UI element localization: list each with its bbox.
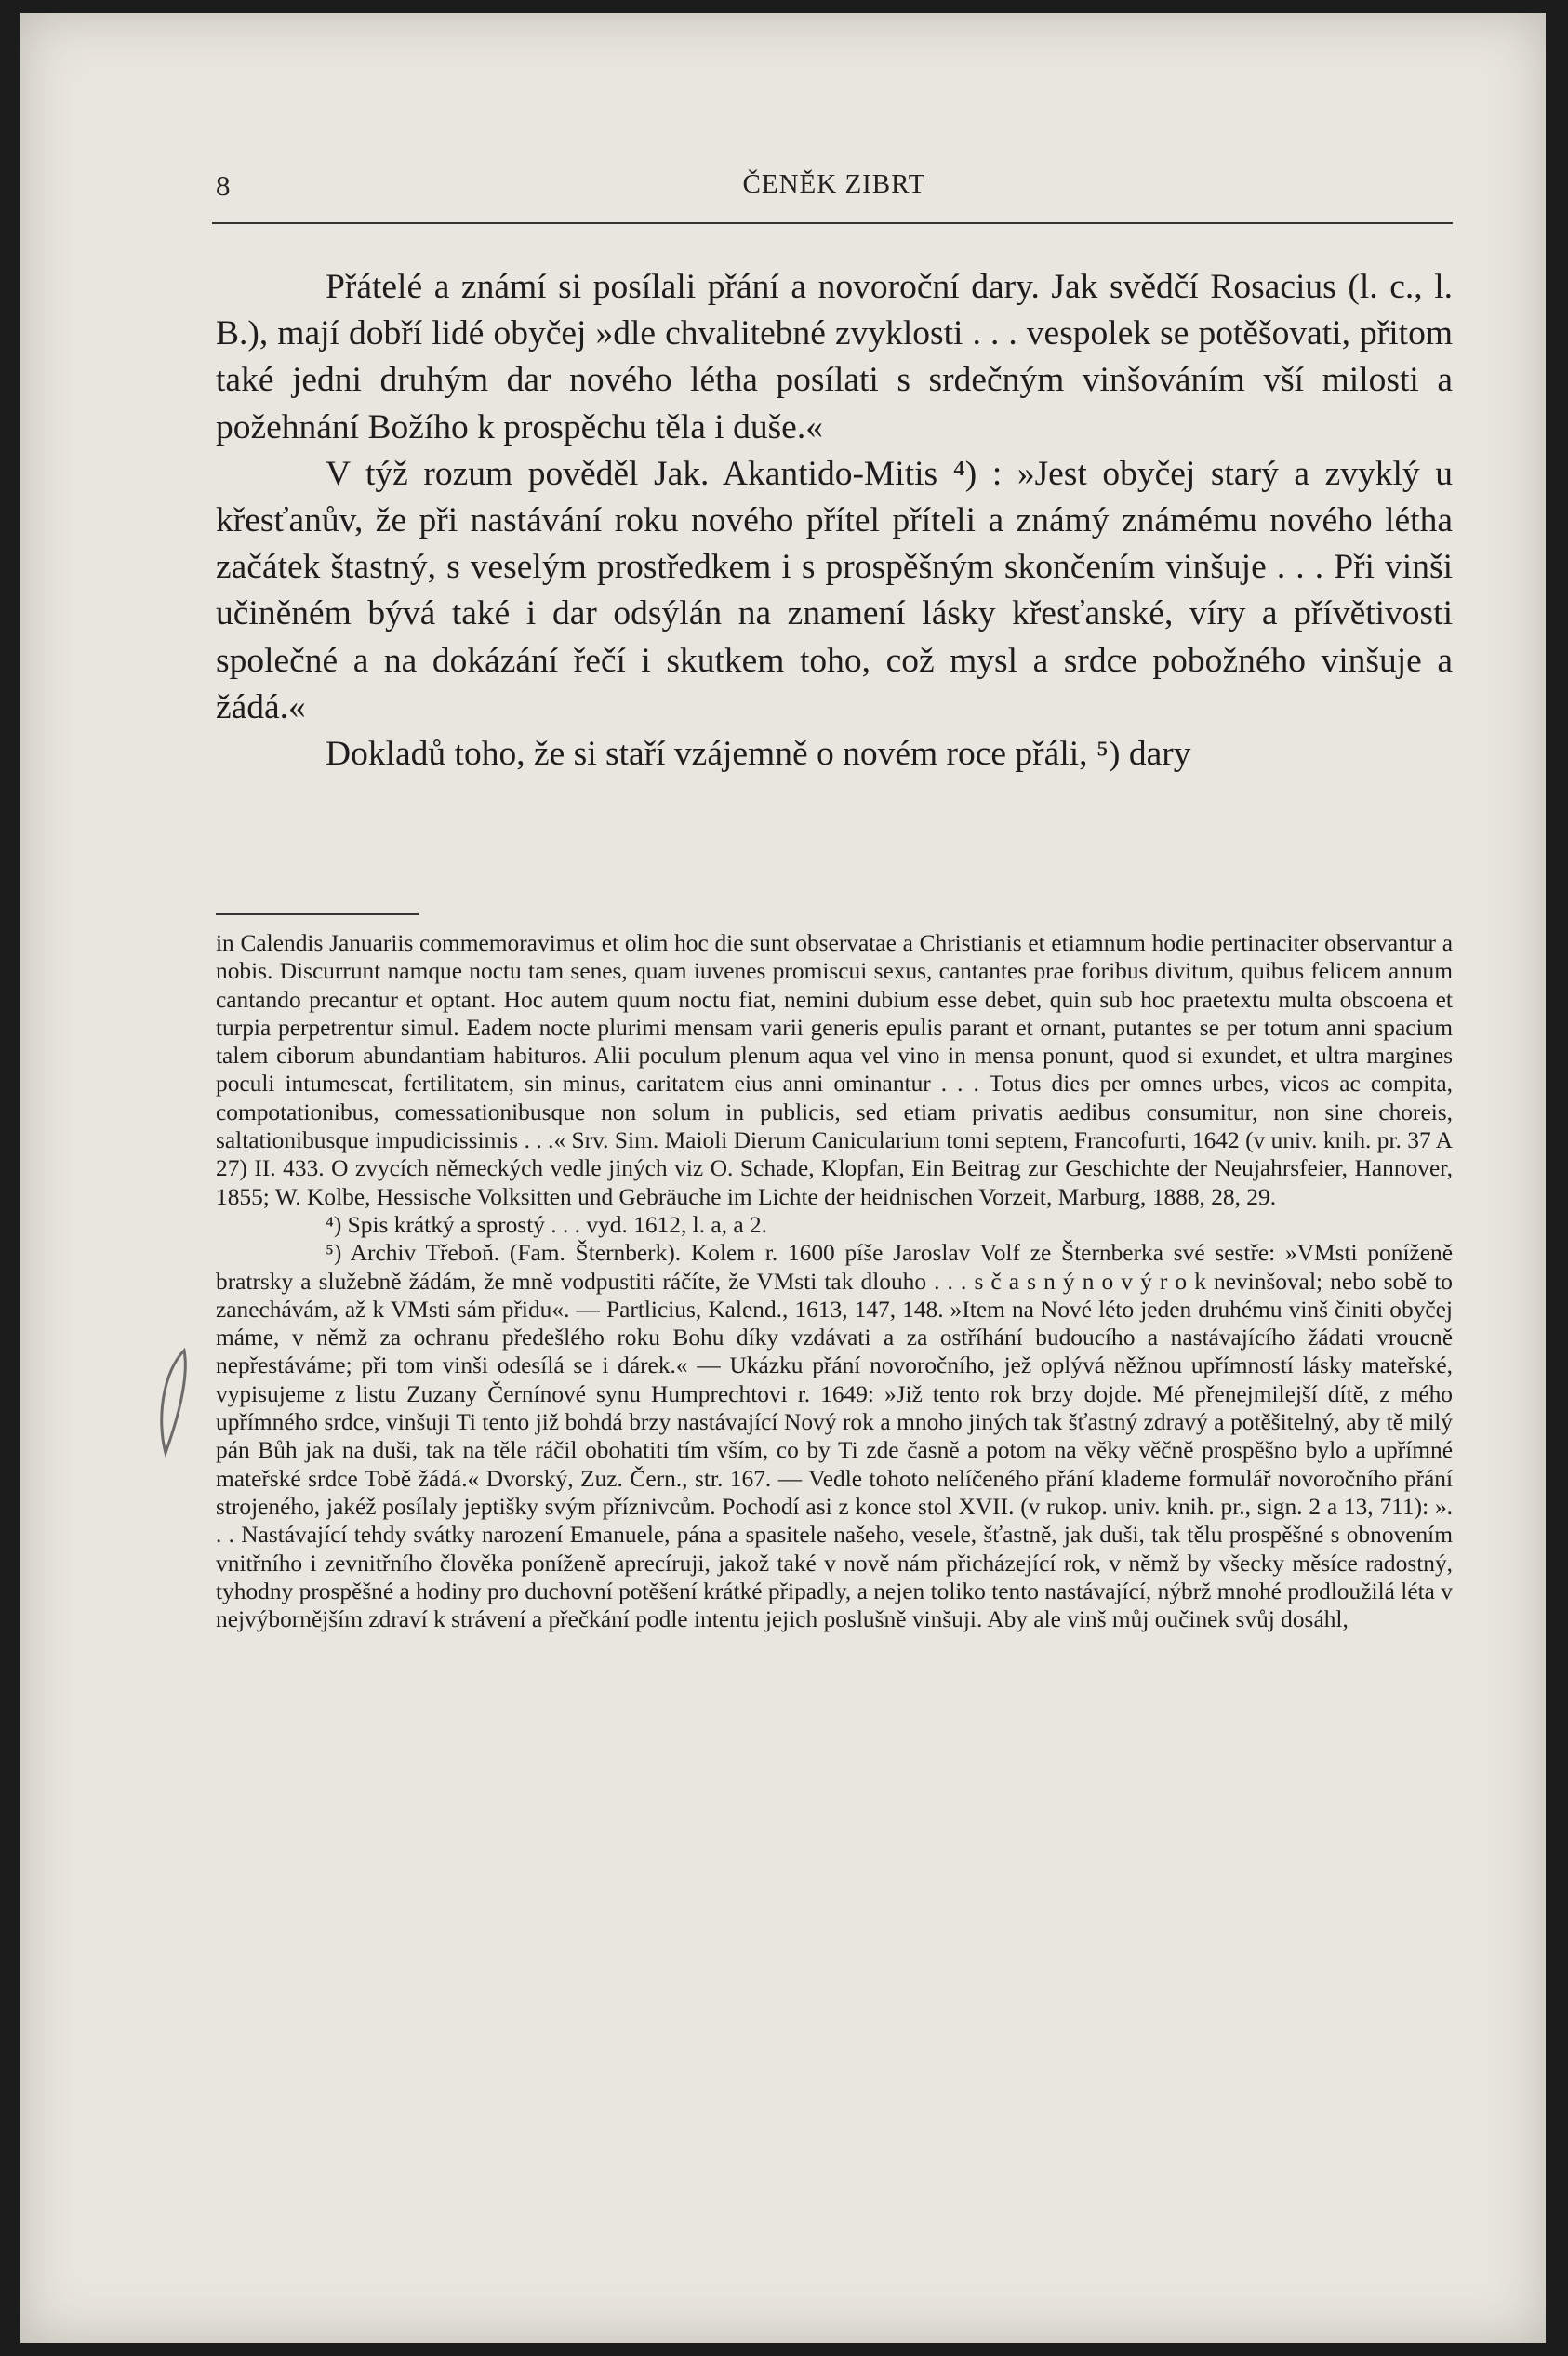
footnotes [216,929,1453,1633]
paragraph: Přátelé a známí si posílali přání a novoroční dary. Jak svědčí Rosacius (l. c., l. B.), mají dobří lidé obyčej »dle chvalitebné zvyklosti . . . vespolek se potěšovati, přitom také jedni druhým dar nového létha posílati s srdečným vinšováním vší milosti a požehnání Božího k prospěchu těla i duše.« [216,268,1453,446]
paragraph: V týž rozum pověděl Jak. Akantido-Mitis ⁴) : »Jest obyčej starý a zvyklý u křesťanův, že při nastávání roku nového přítel příteli a známý známému nového létha začátek štastný, s veselým prostředkem i s prospěšným skončením vinšuje . . . Při vinši učiněném bývá také i dar odsýlán na znamení lásky křesťanské, víry a přívětivosti společné a na dokázání řečí i skutkem toho, což mysl a srdce pobožného vinšuje a žádá.« [216,454,1453,726]
header-rule [212,222,1453,224]
running-title: ČENĚK ZIBRT [742,169,926,199]
book-page [20,13,1546,2343]
paragraph: Dokladů toho, že si staří vzájemně o novém roce přáli, ⁵) dary [326,735,1191,774]
pencil-mark [147,1343,203,1464]
footnote-4: ⁴) Spis krátký a sprostý . . . vyd. 1612, l. a, a 2. [326,1211,768,1238]
page-header [216,169,1453,216]
footnote-rule [216,913,419,915]
main-text [216,264,1453,778]
footnote-5: ⁵) Archiv Třeboň. (Fam. Šternberk). Kolem r. 1600 píše Jaroslav Volf ze Šternberka své sestře: »VMsti poníženě bratrsky a služebně žádám, že mně vodpustiti ráčíte, že VMsti tak dlouho . . . s č a s n ý n o v ý r o k nevinšoval; nebo sobě to zanechávám, až k VMsti sám přidu«. — Partlicius, Kalend., 1613, 147, 148. »Item na Nové léto jeden druhému vinš činiti obyčej máme, v němž za ochranu předešlého roku Bohu díky vzdávati a za ostříhání budoucího a nastávajícího žádati vroucně nepřestáváme; při tom vinši odesílá se i dárek.« — Ukázku přání novoročního, jež oplývá něžnou upřímností lásky mateřské, vypisujeme z listu Zuzany Černínové synu Humprechtovi r. 1649: »Již tento rok brzy dojde. Mé přenejmilejší dítě, z mého upřímného srdce, vinšuji Ti tento již bohdá brzy nastávající Nový rok a mnoho jiných tak šťastný zdravý a potěšitelný, aby tě milý pán Bůh jak na duši, tak na těle ráčil obohatiti tím vším, co by Ti zde časně a potom na věky věčně prospěšno bylo a upřímné mateřské srdce Tobě žádá.« Dvorský, Zuz. Čern., str. 167. — Vedle tohoto nelíčeného přání klademe formulář novoročního přání strojeného, jakéž posílaly jeptišky svým příznivcům. Pochodí asi z konce stol XVII. (v rukop. univ. knih. pr., sign. 2 a 13, 711): ». . . Nastávající tehdy svátky narození Emanuele, pána a spasitele našeho, vesele, šťastně, jak duši, tak tělu prospěšné s obnovením vnitřního i zevnitřního člověka poníženě aprecíruji, jakož také v nově nám přicházející rok, v němž by všecky měsíce radostný, tyhodny prospěšné a hodiny pro duchovní potěšení krátké připadly, a nejen toliko tento nastávající, nýbrž mnohé prodloužilá léta v nejvýbornějším zdraví k strávení a přečkání podle intentu jejich poslušně vinšuji. Aby ale vinš můj oučinek svůj dosáhl, [216,1240,1453,1633]
page-number: 8 [216,169,231,202]
footnote-continued: in Calendis Januariis commemoravimus et olim hoc die sunt observatae a Christianis et etiamnum hodie pertinaciter observantur a nobis. Discurrunt namque noctu tam senes, quam iuvenes promiscui sexus, cantantes prae foribus divitum, quibus felicem annum cantando precantur et optant. Hoc autem quum noctu fiat, nemini dubium esse debet, quin sub hoc praetextu multa obscoena et turpia perpetrentur simul. Eadem nocte plurimi mensam varii generis epulis parant et ornant, putantes se per totum anni spacium talem ciborum abundantiam habituros. Alii poculum plenum aqua vel vino in mensa ponunt, quod si exundet, et ultra margines poculi intumescat, fertilitatem, sin minus, caritatem eius anni ominantur . . . Totus dies per omnes urbes, vicos ac compita, compotationibus, comessationibusque non solum in publicis, sed etiam privatis aedibus consumitur, non sine choreis, saltationibusque impudicissimis . . .« Srv. Sim. Maioli Dierum Canicularium tomi septem, Francofurti, 1642 (v univ. knih. pr. 37 A 27) II. 433. O zvycích německých vedle jiných viz O. Schade, Klopfan, Ein Beitrag zur Geschichte der Neujahrsfeier, Hannover, 1855; W. Kolbe, Hessische Volksitten und Gebräuche im Lichte der heidnischen Vorzeit, Marburg, 1888, 28, 29. [216,930,1453,1210]
